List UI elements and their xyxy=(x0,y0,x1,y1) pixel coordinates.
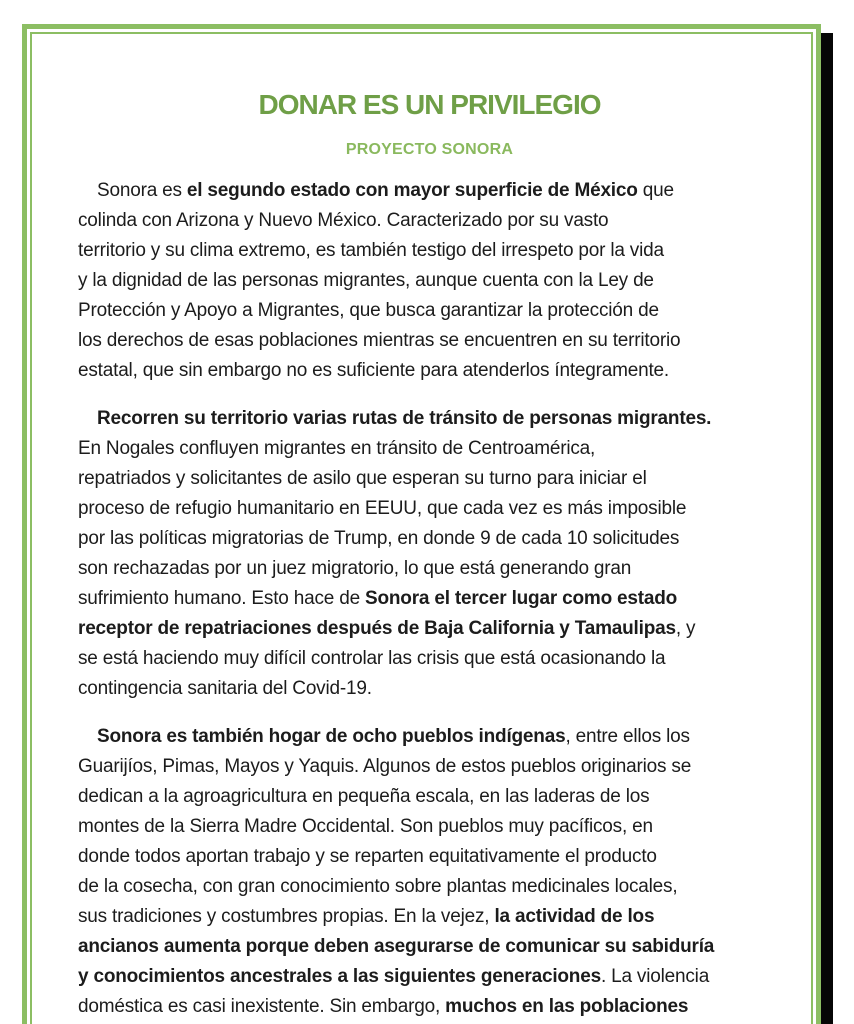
text-line: repatriados y solicitantes de asilo que esperan su turno para iniciar el xyxy=(78,468,647,489)
page-drop-shadow xyxy=(820,33,833,1024)
text-line: territorio y su clima extremo, es también testigo del irrespeto por la vida xyxy=(78,240,664,261)
text-line: Sonora es también hogar de ocho pueblos indígenas, entre ellos los xyxy=(97,726,690,747)
text-line: Recorren su territorio varias rutas de tránsito de personas migrantes. xyxy=(97,408,712,429)
text-line: colinda con Arizona y Nuevo México. Caracterizado por su vasto xyxy=(78,210,609,231)
text-line: Protección y Apoyo a Migrantes, que busca garantizar la protección de xyxy=(78,300,659,321)
text-line: sus tradiciones y costumbres propias. En la vejez, la actividad de los xyxy=(78,906,655,927)
page-frame xyxy=(22,24,821,1024)
page-subtitle: PROYECTO SONORA xyxy=(345,141,514,158)
text-line: Guarijíos, Pimas, Mayos y Yaquis. Algunos de estos pueblos originarios se xyxy=(78,756,692,777)
text-line: doméstica es casi inexistente. Sin embargo, muchos en las poblaciones xyxy=(78,996,689,1017)
text-line: dedican a la agroagricultura en pequeña escala, en las laderas de los xyxy=(78,786,650,807)
paragraph xyxy=(78,404,781,704)
text-line: y conocimientos ancestrales a las siguientes generaciones. La violencia xyxy=(78,966,710,987)
text-line: donde todos aportan trabajo y se reparten equitativamente el producto xyxy=(78,846,657,867)
text-line: estatal, que sin embargo no es suficiente para atenderlos íntegramente. xyxy=(78,360,670,381)
paragraph xyxy=(78,722,781,1022)
text-line: los derechos de esas poblaciones mientras se encuentren en su territorio xyxy=(78,330,681,351)
text-line: proceso de refugio humanitario en EEUU, que cada vez es más imposible xyxy=(78,498,687,519)
text-line: contingencia sanitaria del Covid-19. xyxy=(78,678,372,699)
text-line: son rechazadas por un juez migratorio, lo que está generando gran xyxy=(78,558,632,579)
text-line: sufrimiento humano. Esto hace de Sonora el tercer lugar como estado xyxy=(78,588,678,609)
text-line: de la cosecha, con gran conocimiento sobre plantas medicinales locales, xyxy=(78,876,678,897)
paragraph xyxy=(78,176,781,386)
text-line: receptor de repatriaciones después de Baja California y Tamaulipas, y xyxy=(78,618,696,639)
page-title: DONAR ES UN PRIVILEGIO xyxy=(258,89,601,120)
text-line: y la dignidad de las personas migrantes, aunque cuenta con la Ley de xyxy=(78,270,654,291)
document-page xyxy=(30,32,813,1024)
text-line: En Nogales confluyen migrantes en tránsito de Centroamérica, xyxy=(78,438,596,459)
text-line: Sonora es el segundo estado con mayor superficie de México que xyxy=(97,180,674,201)
text-line: se está haciendo muy difícil controlar las crisis que está ocasionando la xyxy=(78,648,666,669)
text-line: por las políticas migratorias de Trump, en donde 9 de cada 10 solicitudes xyxy=(78,528,680,549)
document-body xyxy=(78,176,781,1022)
text-line: montes de la Sierra Madre Occidental. Son pueblos muy pacíficos, en xyxy=(78,816,653,837)
text-line: ancianos aumenta porque deben asegurarse de comunicar su sabiduría xyxy=(78,936,715,957)
